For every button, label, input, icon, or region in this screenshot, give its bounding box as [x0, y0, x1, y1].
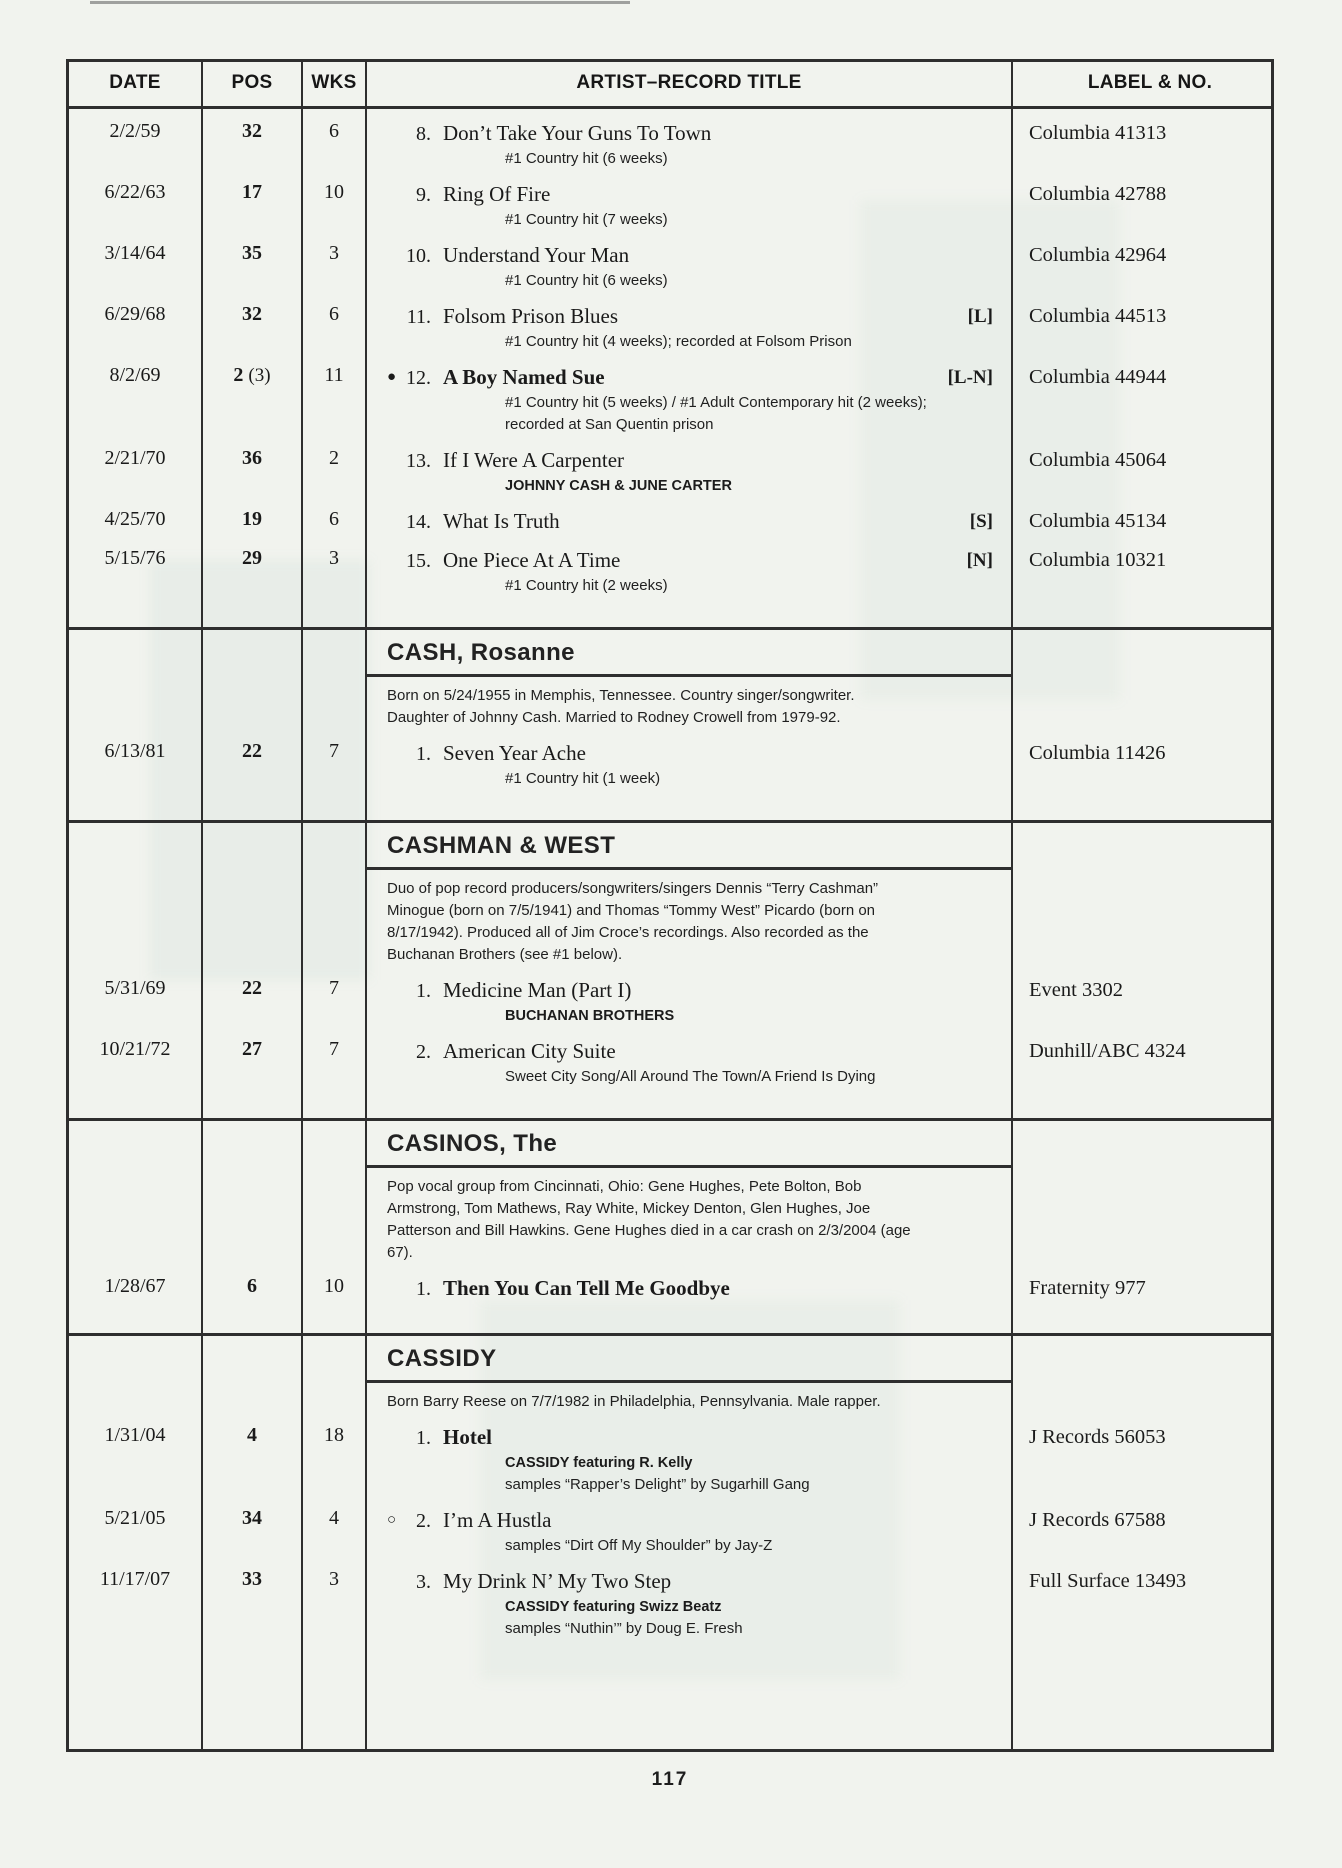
artist-bio-row [69, 1383, 1271, 1413]
entry-date: 6/13/81 [69, 729, 203, 790]
weeks-charted: 10 [303, 170, 367, 231]
empty-cell [203, 1088, 303, 1118]
record-label: Columbia 45064 [1029, 449, 1167, 471]
weeks-charted: 6 [303, 292, 367, 353]
empty-cell [203, 1121, 303, 1168]
empty-cell [203, 597, 303, 627]
weeks-charted: 4 [303, 1496, 367, 1557]
empty-cell [69, 1303, 203, 1333]
artist-bio: Pop vocal group from Cincinnati, Ohio: Gene Hughes, Pete Bolton, Bob Armstrong, Tom Mathews, Ray White, Mickey Denton, Glen Hughes, Joe Patterson and Bill Hawkins. Gene Hughes died in a car crash on 2/3/2004 (age 67). [387, 1178, 911, 1261]
entry-date: 5/21/05 [69, 1496, 203, 1557]
empty-cell [69, 1088, 203, 1118]
entry-date: 10/21/72 [69, 1027, 203, 1088]
weeks-charted: 6 [303, 109, 367, 170]
empty-cell [1013, 1121, 1271, 1168]
title-line [367, 740, 1011, 768]
empty-cell [303, 823, 367, 870]
peak-position-cell [203, 353, 303, 436]
artist-name: CASSIDY [387, 1345, 497, 1372]
record-label: Columbia 42964 [1029, 244, 1167, 266]
title-line [367, 547, 1011, 575]
weeks-charted: 6 [303, 497, 367, 536]
entry-note: samples “Dirt Off My Shoulder” by Jay-Z [505, 1537, 773, 1554]
title-line [367, 1507, 1011, 1535]
entry-date: 3/14/64 [69, 231, 203, 292]
title-line [367, 1568, 1011, 1596]
peak-position: 29 [242, 547, 262, 569]
title-cell [367, 1413, 1013, 1496]
empty-cell [69, 677, 203, 729]
weeks-charted: 7 [303, 729, 367, 790]
entry-number: 14. [406, 511, 431, 533]
artist-header-cell [367, 1336, 1013, 1383]
empty-cell [203, 630, 303, 677]
artist-name: CASINOS, The [387, 1130, 558, 1157]
empty-cell [203, 790, 303, 820]
empty-cell [69, 630, 203, 677]
entry-number: 2. [416, 1510, 431, 1532]
song-title: Hotel [443, 1425, 492, 1449]
title-line [367, 1038, 1011, 1066]
empty-cell [1013, 1303, 1271, 1333]
empty-cell [69, 870, 203, 966]
format-tag: [L] [967, 306, 993, 327]
entry-note: #1 Country hit (2 weeks) [505, 577, 668, 594]
entry-note: #1 Country hit (7 weeks) [505, 211, 668, 228]
title-line [367, 242, 1011, 270]
empty-cell [69, 1336, 203, 1383]
empty-cell [69, 1168, 203, 1264]
bio-cell [367, 1383, 1013, 1413]
table-row [69, 1496, 1271, 1557]
peak-position-cell [203, 966, 303, 1027]
peak-position: 17 [242, 181, 262, 203]
artist-name: CASHMAN & WEST [387, 832, 616, 859]
artist-section [69, 820, 1271, 1118]
record-label: Columbia 41313 [1029, 122, 1167, 144]
artist-bio-row [69, 677, 1271, 729]
peak-position-cell [203, 729, 303, 790]
title-cell [367, 231, 1013, 292]
weeks-charted: 3 [303, 231, 367, 292]
entry-date: 1/31/04 [69, 1413, 203, 1496]
empty-cell [303, 790, 367, 820]
peak-position: 22 [242, 740, 262, 762]
artist-section [69, 109, 1271, 627]
entry-number: 9. [416, 184, 431, 206]
title-cell [367, 1027, 1013, 1088]
song-title: Medicine Man (Part I) [443, 978, 632, 1002]
column-header-artist-record-title: ARTIST–RECORD TITLE [367, 62, 1013, 106]
artist-credit: JOHNNY CASH & JUNE CARTER [505, 478, 732, 494]
table-row [69, 292, 1271, 353]
entry-number: 3. [416, 1571, 431, 1593]
table-row [69, 170, 1271, 231]
table-row [69, 1557, 1271, 1640]
song-title: American City Suite [443, 1039, 616, 1063]
table-row [69, 536, 1271, 597]
title-cell [367, 1264, 1013, 1303]
record-label: Columbia 10321 [1029, 549, 1167, 571]
entry-note: samples “Rapper’s Delight” by Sugarhill Gang [505, 1476, 810, 1493]
empty-cell [69, 823, 203, 870]
table-row [69, 1027, 1271, 1088]
record-label: Event 3302 [1029, 979, 1123, 1001]
song-title: Folsom Prison Blues [443, 304, 619, 328]
song-title: Understand Your Man [443, 243, 630, 267]
song-title: Seven Year Ache [443, 741, 586, 765]
empty-cell [1013, 1336, 1271, 1383]
record-label: Full Surface 13493 [1029, 1570, 1187, 1592]
entry-number: 1. [416, 980, 431, 1002]
record-label: J Records 56053 [1029, 1426, 1166, 1448]
empty-cell [203, 1336, 303, 1383]
title-line [367, 364, 1011, 392]
empty-cell [203, 870, 303, 966]
empty-cell [303, 1336, 367, 1383]
entry-note: #1 Country hit (1 week) [505, 770, 661, 787]
peak-position-cell [203, 109, 303, 170]
title-line [367, 508, 1011, 536]
artist-section [69, 1333, 1271, 1749]
empty-cell [367, 1640, 1013, 1749]
peak-position: 19 [242, 508, 262, 530]
empty-cell [303, 1088, 367, 1118]
song-title: I’m A Hustla [443, 1508, 552, 1532]
column-header-label-no: LABEL & NO. [1087, 72, 1213, 93]
peak-position-cell [203, 1557, 303, 1640]
title-cell [367, 729, 1013, 790]
empty-cell [1013, 630, 1271, 677]
weeks-charted: 18 [303, 1413, 367, 1496]
empty-cell [203, 1303, 303, 1333]
empty-cell [69, 790, 203, 820]
record-label: Columbia 44513 [1029, 305, 1167, 327]
empty-cell [69, 1640, 203, 1749]
empty-cell [203, 823, 303, 870]
entry-date: 1/28/67 [69, 1264, 203, 1303]
table-row [69, 966, 1271, 1027]
record-label: Fraternity 977 [1029, 1277, 1146, 1299]
chart-listing-table [66, 59, 1274, 1752]
title-cell [367, 1557, 1013, 1640]
artist-header-cell [367, 823, 1013, 870]
entry-note: Sweet City Song/All Around The Town/A Friend Is Dying [505, 1068, 876, 1085]
title-line [367, 977, 1011, 1005]
peak-position: 2 [233, 364, 244, 386]
peak-position: 32 [242, 120, 262, 142]
weeks-charted: 7 [303, 1027, 367, 1088]
entry-note: samples “Nuthin’” by Doug E. Fresh [505, 1620, 743, 1637]
empty-cell [69, 597, 203, 627]
song-title: If I Were A Carpenter [443, 448, 625, 472]
weeks-charted: 2 [303, 436, 367, 497]
song-title: My Drink N’ My Two Step [443, 1569, 672, 1593]
empty-cell [1013, 823, 1271, 870]
artist-section [69, 627, 1271, 820]
entry-number: 8. [416, 123, 431, 145]
artist-credit: CASSIDY featuring Swizz Beatz [505, 1599, 722, 1615]
entry-number: 1. [416, 743, 431, 765]
artist-credit: BUCHANAN BROTHERS [505, 1008, 675, 1024]
peak-position: 36 [242, 447, 262, 469]
section-spacer [69, 1088, 1271, 1118]
bio-cell [367, 677, 1013, 729]
empty-cell [203, 1383, 303, 1413]
empty-cell [203, 677, 303, 729]
artist-bio-row [69, 870, 1271, 966]
entry-date: 11/17/07 [69, 1557, 203, 1640]
artist-bio-row [69, 1168, 1271, 1264]
page-number: 117 [651, 1769, 689, 1790]
entry-note: #1 Country hit (6 weeks) [505, 150, 668, 167]
artist-bio: Duo of pop record producers/songwriters/singers Dennis “Terry Cashman” Minogue (born on 7/5/1941) and Thomas “Tommy West” Picardo (born on 8/17/1942). Produced all of Jim Croce’s recordings. Also recorded as the Buchanan Brothers (see #1 below). [387, 880, 879, 963]
peak-position-cell [203, 1027, 303, 1088]
table-header-row [69, 62, 1271, 109]
title-line [367, 303, 1011, 331]
artist-bio: Born on 5/24/1955 in Memphis, Tennessee. Country singer/songwriter. Daughter of Johnny Cash. Married to Rodney Crowell from 1979-92. [387, 687, 855, 726]
artist-header-cell [367, 630, 1013, 677]
entry-note: #1 Country hit (5 weeks) / #1 Adult Contemporary hit (2 weeks); [505, 394, 927, 411]
entry-note: #1 Country hit (4 weeks); recorded at Folsom Prison [505, 333, 852, 350]
empty-cell [203, 1640, 303, 1749]
section-spacer [69, 1640, 1271, 1749]
entry-date: 2/2/59 [69, 109, 203, 170]
table-row [69, 231, 1271, 292]
artist-header-row [69, 1121, 1271, 1168]
entry-number: 10. [406, 245, 431, 267]
empty-cell [367, 790, 1013, 820]
record-label: Dunhill/ABC 4324 [1029, 1040, 1186, 1062]
empty-cell [303, 597, 367, 627]
section-spacer [69, 1303, 1271, 1333]
title-line [367, 1275, 1011, 1303]
entry-note: recorded at San Quentin prison [505, 416, 714, 433]
column-header-date: DATE [69, 62, 203, 106]
record-label: J Records 67588 [1029, 1509, 1166, 1531]
entry-note: #1 Country hit (6 weeks) [505, 272, 668, 289]
empty-cell [69, 1383, 203, 1413]
peak-position-cell [203, 231, 303, 292]
weeks-charted: 11 [303, 353, 367, 436]
peak-position-cell [203, 497, 303, 536]
peak-position-cell [203, 1413, 303, 1496]
title-cell [367, 497, 1013, 536]
weeks-charted: 3 [303, 1557, 367, 1640]
entry-number: 12. [406, 367, 431, 389]
entry-date: 6/22/63 [69, 170, 203, 231]
weeks-charted: 10 [303, 1264, 367, 1303]
empty-cell [1013, 1168, 1271, 1264]
section-spacer [69, 597, 1271, 627]
song-title: One Piece At A Time [443, 548, 621, 572]
format-tag: [L-N] [947, 367, 993, 388]
song-title: What Is Truth [443, 509, 560, 533]
title-cell [367, 109, 1013, 170]
peak-position-cell [203, 436, 303, 497]
empty-cell [303, 1121, 367, 1168]
table-row [69, 1264, 1271, 1303]
weeks-charted: 3 [303, 536, 367, 597]
title-cell [367, 1496, 1013, 1557]
table-row [69, 353, 1271, 436]
title-cell [367, 436, 1013, 497]
record-label: Columbia 11426 [1029, 742, 1166, 764]
column-header-pos: POS [203, 62, 303, 106]
entry-date: 4/25/70 [69, 497, 203, 536]
peak-position: 32 [242, 303, 262, 325]
entry-date: 2/21/70 [69, 436, 203, 497]
weeks-charted: 7 [303, 966, 367, 1027]
entry-number: 15. [406, 550, 431, 572]
entry-number: 1. [416, 1427, 431, 1449]
record-label: Columbia 44944 [1029, 366, 1167, 388]
title-line [367, 1424, 1011, 1452]
table-row [69, 436, 1271, 497]
table-row [69, 497, 1271, 536]
song-title: Don’t Take Your Guns To Town [443, 121, 712, 145]
peak-position: 22 [242, 977, 262, 999]
empty-cell [1013, 1088, 1271, 1118]
artist-section [69, 1118, 1271, 1333]
artist-bio: Born Barry Reese on 7/7/1982 in Philadelphia, Pennsylvania. Male rapper. [387, 1393, 881, 1410]
entry-date: 6/29/68 [69, 292, 203, 353]
title-cell [367, 966, 1013, 1027]
empty-cell [367, 597, 1013, 627]
artist-header-row [69, 630, 1271, 677]
title-line [367, 447, 1011, 475]
column-header-wks: WKS [303, 62, 367, 106]
peak-position-cell [203, 292, 303, 353]
entry-number: 11. [406, 306, 431, 328]
empty-cell [1013, 677, 1271, 729]
title-line [367, 181, 1011, 209]
peak-position: 27 [242, 1038, 262, 1060]
peak-position-cell [203, 1496, 303, 1557]
peak-position-weeks-note: (3) [248, 365, 271, 386]
empty-cell [303, 630, 367, 677]
artist-header-cell [367, 1121, 1013, 1168]
title-cell [367, 536, 1013, 597]
peak-position: 4 [247, 1424, 257, 1446]
empty-cell [367, 1088, 1013, 1118]
peak-position-cell [203, 536, 303, 597]
empty-cell [1013, 1383, 1271, 1413]
peak-position: 34 [242, 1507, 262, 1529]
award-icon: ● [387, 369, 397, 385]
artist-header-row [69, 1336, 1271, 1383]
section-spacer [69, 790, 1271, 820]
peak-position: 35 [242, 242, 262, 264]
entry-number: 2. [416, 1041, 431, 1063]
peak-position: 6 [247, 1275, 257, 1297]
peak-position-cell [203, 170, 303, 231]
scan-edge-artifact [90, 1, 630, 4]
bio-cell [367, 870, 1013, 966]
title-cell [367, 353, 1013, 436]
song-title: Ring Of Fire [443, 182, 551, 206]
artist-header-row [69, 823, 1271, 870]
table-row [69, 729, 1271, 790]
empty-cell [1013, 597, 1271, 627]
title-cell [367, 292, 1013, 353]
entry-date: 5/15/76 [69, 536, 203, 597]
empty-cell [303, 1640, 367, 1749]
title-cell [367, 170, 1013, 231]
empty-cell [69, 1121, 203, 1168]
artist-credit: CASSIDY featuring R. Kelly [505, 1455, 693, 1471]
record-label: Columbia 45134 [1029, 510, 1167, 532]
song-title: A Boy Named Sue [443, 365, 605, 389]
entry-number: 13. [406, 450, 431, 472]
empty-cell [1013, 790, 1271, 820]
entry-date: 5/31/69 [69, 966, 203, 1027]
peak-position: 33 [242, 1568, 262, 1590]
empty-cell [203, 1168, 303, 1264]
record-label: Columbia 42788 [1029, 183, 1167, 205]
bio-cell [367, 1168, 1013, 1264]
empty-cell [303, 870, 367, 966]
peak-position-cell [203, 1264, 303, 1303]
award-icon: ○ [387, 1512, 397, 1528]
format-tag: [N] [966, 550, 993, 571]
empty-cell [303, 1168, 367, 1264]
entry-date: 8/2/69 [69, 353, 203, 436]
entry-number: 1. [416, 1278, 431, 1300]
artist-name: CASH, Rosanne [387, 639, 575, 666]
empty-cell [1013, 1640, 1271, 1749]
format-tag: [S] [969, 511, 993, 532]
empty-cell [303, 677, 367, 729]
table-row [69, 109, 1271, 170]
empty-cell [367, 1303, 1013, 1333]
empty-cell [303, 1303, 367, 1333]
table-row [69, 1413, 1271, 1496]
song-title: Then You Can Tell Me Goodbye [443, 1276, 730, 1300]
title-line [367, 120, 1011, 148]
empty-cell [303, 1383, 367, 1413]
empty-cell [1013, 870, 1271, 966]
